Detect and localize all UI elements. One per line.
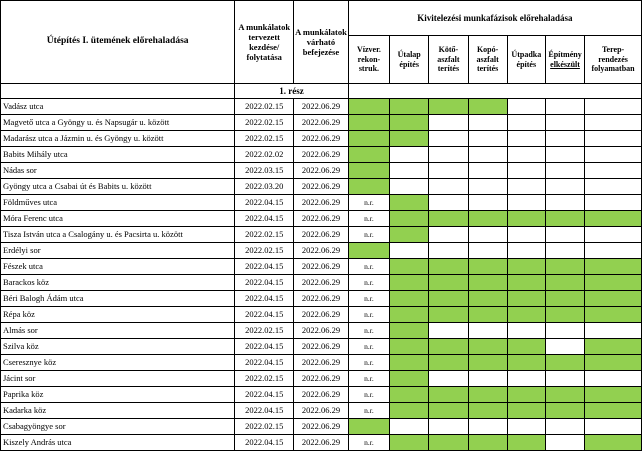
phase-status-cell bbox=[429, 371, 468, 387]
phase-status-cell: n.r. bbox=[348, 403, 389, 419]
phase-status-cell bbox=[390, 355, 429, 371]
phase-status-cell bbox=[429, 131, 468, 147]
start-date: 2022.02.15 bbox=[235, 227, 294, 243]
table-row bbox=[1, 307, 642, 323]
phase-status-cell bbox=[585, 243, 642, 259]
street-name: Magvető utca a Gyöngy u. és Napsugár u. között bbox=[1, 115, 235, 131]
phase-status-cell bbox=[390, 131, 429, 147]
phase-status-cell bbox=[390, 163, 429, 179]
end-date: 2022.06.29 bbox=[294, 291, 349, 307]
table-row bbox=[1, 323, 642, 339]
start-date: 2022.04.15 bbox=[235, 195, 294, 211]
street-name: Barackos köz bbox=[1, 275, 235, 291]
header-phase-3: Kötő- aszfalt terítés bbox=[429, 36, 468, 84]
phase-status-cell bbox=[429, 147, 468, 163]
phase-status-cell bbox=[348, 243, 389, 259]
street-name: Paprika köz bbox=[1, 387, 235, 403]
phase-status-cell bbox=[545, 371, 584, 387]
phase-status-cell bbox=[429, 339, 468, 355]
phase-status-cell bbox=[390, 179, 429, 195]
phase-status-cell: n.r. bbox=[348, 195, 389, 211]
phase-status-cell bbox=[429, 403, 468, 419]
header-phase-4: Kopó- aszfalt terítés bbox=[468, 36, 507, 84]
phase-status-cell bbox=[390, 259, 429, 275]
phase-status-cell bbox=[545, 179, 584, 195]
phase-status-cell bbox=[390, 371, 429, 387]
phase-status-cell: n.r. bbox=[348, 355, 389, 371]
end-date: 2022.06.29 bbox=[294, 275, 349, 291]
header-phase-2: Útalap építés bbox=[390, 36, 429, 84]
phase-status-cell bbox=[348, 163, 389, 179]
phase-status-cell bbox=[585, 403, 642, 419]
start-date: 2022.02.15 bbox=[235, 419, 294, 435]
phase-status-cell bbox=[468, 275, 507, 291]
phase-status-cell bbox=[545, 419, 584, 435]
phase-status-cell bbox=[545, 387, 584, 403]
street-name: Babits Mihály utca bbox=[1, 147, 235, 163]
section-spacer bbox=[1, 84, 235, 99]
phase-status-cell bbox=[390, 339, 429, 355]
phase-status-cell bbox=[429, 211, 468, 227]
phase-status-cell bbox=[545, 243, 584, 259]
table-row bbox=[1, 211, 642, 227]
start-date: 2022.04.15 bbox=[235, 259, 294, 275]
phase-status-cell bbox=[507, 211, 545, 227]
phase-status-cell bbox=[348, 147, 389, 163]
end-date: 2022.06.29 bbox=[294, 227, 349, 243]
phase-status-cell bbox=[429, 259, 468, 275]
street-name: Tisza István utca a Csalogány u. és Pacsirta u. között bbox=[1, 227, 235, 243]
phase-status-cell bbox=[585, 179, 642, 195]
phase-status-cell bbox=[545, 147, 584, 163]
phase-status-cell: n.r. bbox=[348, 371, 389, 387]
start-date: 2022.02.15 bbox=[235, 243, 294, 259]
header-phase-5: Útpadka építés bbox=[507, 36, 545, 84]
phase-status-cell bbox=[545, 99, 584, 115]
phase-status-cell bbox=[468, 195, 507, 211]
phase-status-cell bbox=[429, 195, 468, 211]
table-row bbox=[1, 259, 642, 275]
end-date: 2022.06.29 bbox=[294, 259, 349, 275]
phase-status-cell: n.r. bbox=[348, 291, 389, 307]
phase-status-cell bbox=[390, 115, 429, 131]
phase-status-cell bbox=[429, 387, 468, 403]
phase-status-cell bbox=[507, 243, 545, 259]
end-date: 2022.06.29 bbox=[294, 435, 349, 451]
phase-status-cell bbox=[507, 371, 545, 387]
phase-status-cell bbox=[468, 403, 507, 419]
start-date: 2022.02.15 bbox=[235, 323, 294, 339]
phase-status-cell bbox=[545, 227, 584, 243]
phase-status-cell bbox=[507, 323, 545, 339]
street-name: Erdélyi sor bbox=[1, 243, 235, 259]
street-name: Kadarka köz bbox=[1, 403, 235, 419]
phase-status-cell bbox=[348, 419, 389, 435]
phase-status-cell bbox=[585, 307, 642, 323]
phase-status-cell bbox=[390, 387, 429, 403]
phase-status-cell bbox=[545, 355, 584, 371]
phase-status-cell bbox=[507, 275, 545, 291]
phase-status-cell bbox=[468, 115, 507, 131]
phase-status-cell bbox=[545, 435, 584, 451]
table-row bbox=[1, 243, 642, 259]
phase-status-cell bbox=[507, 355, 545, 371]
phase-status-cell: n.r. bbox=[348, 307, 389, 323]
table-row bbox=[1, 115, 642, 131]
phase-status-cell bbox=[348, 131, 389, 147]
phase-status-cell bbox=[468, 387, 507, 403]
phase-status-cell bbox=[390, 435, 429, 451]
phase-status-cell bbox=[507, 131, 545, 147]
phase-status-cell bbox=[585, 163, 642, 179]
street-name: Nádas sor bbox=[1, 163, 235, 179]
start-date: 2022.03.15 bbox=[235, 163, 294, 179]
phase-status-cell bbox=[585, 259, 642, 275]
phase-status-cell bbox=[468, 99, 507, 115]
phase-status-cell bbox=[585, 355, 642, 371]
table-row bbox=[1, 99, 642, 115]
phase-status-cell bbox=[585, 387, 642, 403]
phase-status-cell bbox=[545, 195, 584, 211]
phase-status-cell bbox=[545, 323, 584, 339]
section-label: 1. rész bbox=[235, 84, 349, 99]
start-date: 2022.03.20 bbox=[235, 179, 294, 195]
phase-status-cell bbox=[429, 291, 468, 307]
table-row bbox=[1, 291, 642, 307]
phase-status-cell bbox=[507, 163, 545, 179]
phase-status-cell bbox=[545, 163, 584, 179]
end-date: 2022.06.29 bbox=[294, 371, 349, 387]
phase-status-cell bbox=[545, 339, 584, 355]
header-phase-6: Építmény elkészült bbox=[545, 36, 584, 84]
phase-status-cell bbox=[585, 115, 642, 131]
street-name: Szilva köz bbox=[1, 339, 235, 355]
phase-status-cell bbox=[468, 243, 507, 259]
phase-status-cell bbox=[468, 259, 507, 275]
phase-status-cell bbox=[585, 195, 642, 211]
phase-status-cell bbox=[507, 195, 545, 211]
phase-status-cell bbox=[585, 371, 642, 387]
end-date: 2022.06.29 bbox=[294, 355, 349, 371]
phase-status-cell bbox=[507, 227, 545, 243]
phase-status-cell bbox=[585, 275, 642, 291]
phase-status-cell bbox=[507, 387, 545, 403]
phase-status-cell: n.r. bbox=[348, 259, 389, 275]
phase-status-cell bbox=[390, 211, 429, 227]
start-date: 2022.04.15 bbox=[235, 275, 294, 291]
end-date: 2022.06.29 bbox=[294, 307, 349, 323]
start-date: 2022.04.15 bbox=[235, 403, 294, 419]
phase-status-cell bbox=[507, 435, 545, 451]
phase-status-cell bbox=[348, 115, 389, 131]
phase-status-cell bbox=[468, 163, 507, 179]
phase-status-cell: n.r. bbox=[348, 275, 389, 291]
table-row bbox=[1, 227, 642, 243]
end-date: 2022.06.29 bbox=[294, 323, 349, 339]
table-row bbox=[1, 275, 642, 291]
phase-status-cell bbox=[507, 115, 545, 131]
phase-status-cell bbox=[585, 323, 642, 339]
phase-status-cell bbox=[507, 419, 545, 435]
phase-status-cell bbox=[507, 147, 545, 163]
end-date: 2022.06.29 bbox=[294, 419, 349, 435]
table-row bbox=[1, 435, 642, 451]
phase-status-cell bbox=[390, 227, 429, 243]
phase-status-cell bbox=[507, 99, 545, 115]
end-date: 2022.06.29 bbox=[294, 211, 349, 227]
phase-status-cell: n.r. bbox=[348, 227, 389, 243]
phase-status-cell bbox=[429, 99, 468, 115]
end-date: 2022.06.29 bbox=[294, 99, 349, 115]
phase-status-cell bbox=[468, 419, 507, 435]
phase-status-cell: n.r. bbox=[348, 339, 389, 355]
street-name: Gyöngy utca a Csabai út és Babits u. között bbox=[1, 179, 235, 195]
phase-status-cell bbox=[348, 99, 389, 115]
phase-status-cell bbox=[429, 323, 468, 339]
phase-status-cell bbox=[390, 307, 429, 323]
header-phase-7: Terep- rendezés folyamatban bbox=[585, 36, 642, 84]
phase-status-cell bbox=[429, 307, 468, 323]
phase-status-cell bbox=[429, 435, 468, 451]
phase-status-cell bbox=[545, 211, 584, 227]
street-name: Madarász utca a Jázmin u. és Gyöngy u. között bbox=[1, 131, 235, 147]
table-row bbox=[1, 131, 642, 147]
phase-status-cell bbox=[390, 195, 429, 211]
phase-status-cell bbox=[545, 291, 584, 307]
header-end-date: A munkálatok várható befejezése bbox=[294, 1, 349, 84]
street-name: Répa köz bbox=[1, 307, 235, 323]
start-date: 2022.02.02 bbox=[235, 147, 294, 163]
street-name: Jácint sor bbox=[1, 371, 235, 387]
phase-status-cell: n.r. bbox=[348, 387, 389, 403]
phase-status-cell bbox=[507, 339, 545, 355]
table-row bbox=[1, 355, 642, 371]
table-row bbox=[1, 387, 642, 403]
end-date: 2022.06.29 bbox=[294, 387, 349, 403]
start-date: 2022.04.15 bbox=[235, 355, 294, 371]
phase-status-cell: n.r. bbox=[348, 211, 389, 227]
table-row bbox=[1, 179, 642, 195]
phase-status-cell bbox=[545, 403, 584, 419]
table-header bbox=[1, 1, 642, 99]
street-name: Béri Balogh Ádám utca bbox=[1, 291, 235, 307]
header-progress-group: Kivitelezési munkafázisok előrehaladása bbox=[348, 1, 641, 36]
start-date: 2022.04.15 bbox=[235, 435, 294, 451]
phase-status-cell bbox=[390, 291, 429, 307]
table-row bbox=[1, 403, 642, 419]
phase-status-cell bbox=[429, 355, 468, 371]
phase-status-cell bbox=[585, 227, 642, 243]
phase-status-cell bbox=[390, 275, 429, 291]
header-project-title: Útépítés I. ütemének előrehaladása bbox=[1, 1, 235, 84]
phase-status-cell bbox=[468, 435, 507, 451]
phase-status-cell bbox=[390, 419, 429, 435]
phase-status-cell bbox=[585, 131, 642, 147]
header-phase-1: Vízver. rekon- struk. bbox=[348, 36, 389, 84]
phase-status-cell bbox=[468, 339, 507, 355]
end-date: 2022.06.29 bbox=[294, 179, 349, 195]
phase-status-cell bbox=[429, 179, 468, 195]
phase-status-cell bbox=[429, 227, 468, 243]
end-date: 2022.06.29 bbox=[294, 403, 349, 419]
phase-status-cell bbox=[545, 259, 584, 275]
end-date: 2022.06.29 bbox=[294, 131, 349, 147]
end-date: 2022.06.29 bbox=[294, 163, 349, 179]
street-name: Kiszely András utca bbox=[1, 435, 235, 451]
phase-status-cell bbox=[585, 419, 642, 435]
phase-status-cell bbox=[390, 147, 429, 163]
phase-status-cell bbox=[468, 131, 507, 147]
phase-status-cell bbox=[390, 243, 429, 259]
phase-status-cell bbox=[429, 419, 468, 435]
table-row bbox=[1, 371, 642, 387]
start-date: 2022.04.15 bbox=[235, 339, 294, 355]
street-name: Cseresznye köz bbox=[1, 355, 235, 371]
section-spacer-right bbox=[348, 84, 641, 99]
phase-status-cell bbox=[545, 131, 584, 147]
phase-status-cell bbox=[507, 179, 545, 195]
phase-status-cell bbox=[390, 99, 429, 115]
phase-status-cell bbox=[507, 403, 545, 419]
street-name: Földműves utca bbox=[1, 195, 235, 211]
phase-status-cell bbox=[429, 275, 468, 291]
street-name: Almás sor bbox=[1, 323, 235, 339]
phase-status-cell bbox=[585, 147, 642, 163]
end-date: 2022.06.29 bbox=[294, 195, 349, 211]
end-date: 2022.06.29 bbox=[294, 243, 349, 259]
phase-status-cell bbox=[585, 291, 642, 307]
table-row bbox=[1, 195, 642, 211]
phase-status-cell bbox=[585, 211, 642, 227]
start-date: 2022.04.15 bbox=[235, 307, 294, 323]
start-date: 2022.04.15 bbox=[235, 387, 294, 403]
phase-status-cell bbox=[468, 371, 507, 387]
phase-status-cell bbox=[468, 355, 507, 371]
street-name: Vadász utca bbox=[1, 99, 235, 115]
start-date: 2022.02.15 bbox=[235, 99, 294, 115]
phase-status-cell bbox=[390, 403, 429, 419]
phase-status-cell bbox=[585, 435, 642, 451]
phase-status-cell bbox=[468, 227, 507, 243]
phase-status-cell bbox=[585, 99, 642, 115]
phase-status-cell bbox=[507, 307, 545, 323]
phase-status-cell bbox=[468, 323, 507, 339]
table-row bbox=[1, 339, 642, 355]
phase-status-cell bbox=[390, 323, 429, 339]
phase-status-cell bbox=[468, 307, 507, 323]
phase-status-cell bbox=[545, 307, 584, 323]
end-date: 2022.06.29 bbox=[294, 147, 349, 163]
phase-status-cell bbox=[429, 163, 468, 179]
table-row bbox=[1, 419, 642, 435]
street-name: Móra Ferenc utca bbox=[1, 211, 235, 227]
start-date: 2022.02.15 bbox=[235, 371, 294, 387]
start-date: 2022.04.15 bbox=[235, 291, 294, 307]
end-date: 2022.06.29 bbox=[294, 339, 349, 355]
phase-status-cell bbox=[468, 147, 507, 163]
header-start-date: A munkálatok tervezett kezdése/ folytatása bbox=[235, 1, 294, 84]
end-date: 2022.06.29 bbox=[294, 115, 349, 131]
phase-status-cell bbox=[468, 291, 507, 307]
phase-status-cell bbox=[429, 243, 468, 259]
start-date: 2022.04.15 bbox=[235, 211, 294, 227]
phase-status-cell bbox=[585, 339, 642, 355]
table-body bbox=[1, 99, 642, 451]
start-date: 2022.02.15 bbox=[235, 115, 294, 131]
street-name: Fészek utca bbox=[1, 259, 235, 275]
phase-status-cell bbox=[545, 115, 584, 131]
phase-status-cell bbox=[348, 179, 389, 195]
table-row bbox=[1, 147, 642, 163]
phase-status-cell: n.r. bbox=[348, 435, 389, 451]
phase-status-cell bbox=[429, 115, 468, 131]
phase-status-cell: n.r. bbox=[348, 323, 389, 339]
street-name: Csabagyöngye sor bbox=[1, 419, 235, 435]
phase-status-cell bbox=[545, 275, 584, 291]
phase-status-cell bbox=[468, 179, 507, 195]
phase-status-cell bbox=[468, 211, 507, 227]
table-row bbox=[1, 163, 642, 179]
start-date: 2022.02.15 bbox=[235, 131, 294, 147]
phase-status-cell bbox=[507, 291, 545, 307]
phase-status-cell bbox=[507, 259, 545, 275]
